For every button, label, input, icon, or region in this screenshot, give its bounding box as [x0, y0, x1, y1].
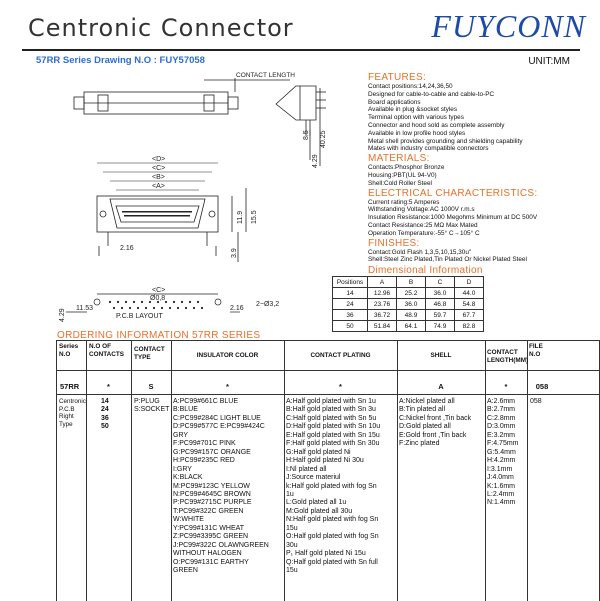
dim-a-label: <A> [152, 183, 165, 190]
insulator-option: GRY [173, 431, 189, 439]
header-contact-length-line: LENGTH(MM) [487, 356, 529, 364]
dimension-table [332, 276, 484, 332]
table-cell: 51.84 [368, 321, 397, 332]
plating-option: J:Source materiul [286, 474, 341, 482]
series-desc-line: Right [59, 413, 74, 420]
feature-item: Metal shell provides grounding and shielding capability [368, 137, 523, 145]
code-series: 57RR [60, 382, 80, 391]
finish-item: Shell:Steel Zinc Plated,Tin Plated Or Nickel Plated Steel [368, 256, 527, 264]
length-option: L:2.4mm [487, 490, 515, 498]
plating-option: 30u [286, 541, 298, 549]
plating-option: 15u [286, 524, 298, 532]
plating-option: I:Nl plated all [286, 465, 327, 473]
table-cell: 14 [333, 288, 368, 299]
table-cell: 54.8 [455, 299, 484, 310]
table-cell: 36 [333, 310, 368, 321]
plating-option: N:Half gold plated with fog Sn [286, 516, 379, 524]
header-contact-type [134, 346, 165, 361]
insulator-color-list [173, 398, 269, 576]
insulator-option: K:BLACK [173, 474, 203, 482]
column-divider [284, 341, 285, 601]
feature-item: Available in low profile hood styles [368, 129, 466, 137]
header-contacts-line: N.O OF [89, 343, 112, 350]
header-contact-type-line: TYPE [134, 353, 151, 361]
table-cell: 74.9 [426, 321, 455, 332]
insulator-option: T:PC99#322C GREEN [173, 507, 244, 515]
length-option: I:3.1mm [487, 465, 513, 473]
plating-option: A:Half gold plated with Sn 1u [286, 398, 376, 405]
finish-item: Contact:Gold Flash 1,3,5,10,15,30u" [368, 248, 472, 256]
table-cell: 36.0 [426, 288, 455, 299]
length-option: A:2.6mm [487, 398, 516, 405]
series-description [59, 398, 86, 428]
insulator-option: J:PC99#322C OLAWNGREEN [173, 541, 269, 549]
contacts-option: 50 [101, 423, 109, 431]
dim-b-label: <B> [152, 174, 165, 181]
plating-option: E:Half gold plated with Sn 15u [286, 431, 380, 439]
insulator-option: O:PC99#131C EARTHY [173, 558, 249, 566]
feature-item: Connector and hood sold as complete assembly [368, 121, 505, 129]
shell-option: D:Gold plated all [399, 423, 451, 431]
contacts-option: 36 [101, 414, 109, 422]
plating-option: G:Half gold plated Ni [286, 448, 351, 456]
plating-option: k:Half gold plated with fog Sn [286, 482, 377, 490]
table-cell: 59.7 [426, 310, 455, 321]
length-option: N:1.4mm [487, 499, 516, 507]
feature-item: Terminal option with various types [368, 114, 464, 122]
insulator-option: WITHOUT HALOGEN [173, 550, 242, 558]
insulator-option: F:PC99#701C PINK [173, 440, 236, 448]
col-header: A [368, 277, 397, 288]
shell-option: B:Tin plated all [399, 406, 446, 414]
contact-type-option: P:PLUG [134, 398, 160, 405]
electrical-item: Contact Resistance:25 MΩ Max Mated [368, 221, 478, 229]
insulator-option: M:PC99#123C YELLOW [173, 482, 250, 490]
shell-option: A:Nickel plated all [399, 398, 455, 405]
feature-item: Board applications [368, 98, 421, 106]
table-cell: 44.0 [455, 288, 484, 299]
code-contacts: * [107, 382, 110, 391]
plating-option: D:Half gold plated with Sn 10u [286, 423, 381, 431]
series-desc-line: Centronic [59, 398, 86, 405]
insulator-option: B:BLUE [173, 406, 198, 414]
electrical-list [368, 199, 598, 238]
plating-option: L:Gold plated all 1u [286, 499, 347, 507]
length-option: G:5.4mm [487, 448, 516, 456]
insulator-option: D:PC99#577C E:PC99#424C [173, 423, 265, 431]
column-divider [485, 341, 486, 601]
header-contact-type-line: CONTACT [134, 346, 165, 353]
specifications-panel [368, 72, 598, 276]
length-option: F:4.75mm [487, 440, 519, 448]
table-cell: 64.1 [397, 321, 426, 332]
length-option: K:1.6mm [487, 482, 516, 490]
table-row [333, 288, 484, 299]
code-insulator: * [226, 382, 229, 391]
header-contact-length-line: CONTACT [487, 349, 518, 356]
table-cell: 82.8 [455, 321, 484, 332]
table-cell: 36.0 [397, 299, 426, 310]
table-row [333, 310, 484, 321]
insulator-option: H:PC99#235C RED [173, 457, 235, 465]
table-cell: 23.76 [368, 299, 397, 310]
feature-item: Designed for cable-to-cable and cable-to-PC [368, 90, 495, 98]
header-insulator-color: INSULATOR COLOR [196, 352, 259, 359]
plating-option: M:Gold plated all 30u [286, 507, 353, 515]
table-header-row [333, 277, 484, 288]
shell-option: C:Nickel front ,Tin back [399, 414, 472, 422]
row-divider [57, 394, 599, 395]
code-length: * [504, 382, 508, 391]
header-divider [22, 49, 580, 51]
feature-item: Mates with industry compatible connectors [368, 145, 489, 153]
plating-option: P₁ Half gold plated Ni 15u [286, 550, 366, 558]
finishes-list [368, 249, 598, 265]
header-series [59, 343, 85, 358]
material-item: Shell:Cold Roller Steel [368, 179, 432, 187]
plating-option: H:Half gold plated Ni 30u [286, 457, 364, 465]
table-cell: 48.9 [397, 310, 426, 321]
insulator-option: C:PC99#284C LIGHT BLUE [173, 414, 261, 422]
length-option: J:4.0mm [487, 474, 514, 482]
plating-option: 15u [286, 567, 298, 575]
electrical-item: Withstanding Voltage:AC 1000V r.m.s [368, 206, 475, 214]
finishes-heading: FINISHES: [368, 237, 420, 249]
column-divider [86, 341, 87, 601]
feature-item: Available in plug &socket styles [368, 106, 458, 114]
brand-logo: FUYCONN [431, 8, 586, 44]
dim-d-label: <D> [152, 156, 166, 163]
length-option: C:2.8mm [487, 414, 516, 422]
length-option: B:2.7mm [487, 406, 516, 414]
pcb-dim-2-16: 2.16 [230, 305, 244, 312]
material-item: Contacts:Phosphor Bronze [368, 164, 445, 172]
table-cell: 36.72 [368, 310, 397, 321]
contact-type-option: S:SOCKET [134, 406, 170, 414]
col-header: D [455, 277, 484, 288]
height-11-9: 11.9 [237, 210, 244, 224]
pcb-layout-label: P.C.B LAYOUT [116, 313, 163, 320]
table-cell: 50 [333, 321, 368, 332]
contact-pins [122, 211, 192, 217]
column-divider [171, 341, 172, 601]
feature-item: Contact positions:14,24,36,50 [368, 83, 453, 90]
pcb-hole-diameter: Ø0,8 [150, 295, 166, 302]
plating-option: Q:Half gold plated with Sn full [286, 558, 378, 566]
insulator-option: Z:PC99#3395C GREEN [173, 533, 249, 541]
header-series-line: Series [59, 343, 79, 350]
technical-drawing [0, 60, 370, 340]
header-file-no [529, 343, 543, 358]
series-desc-line: Type [59, 420, 73, 428]
page-title: Centronic Connector [28, 14, 294, 42]
insulator-option: W:WHITE [173, 516, 204, 524]
connector-side-view [276, 86, 326, 166]
side-dim-1: 8.5 [303, 130, 310, 140]
header-contacts-line: CONTACTS [89, 350, 125, 358]
header-file-no-line: N.O [529, 350, 541, 358]
ordering-table [56, 340, 600, 601]
table-row [333, 321, 484, 332]
insulator-option: I:GRY [173, 465, 192, 473]
contact-type-list [134, 398, 169, 415]
unit-label: UNIT:MM [528, 56, 570, 67]
contact-plating-list [286, 398, 380, 576]
table-cell: 25.2 [397, 288, 426, 299]
table-cell: 12.96 [368, 288, 397, 299]
header-contacts [89, 343, 124, 358]
insulator-option: Y:PC99#131C WHEAT [173, 524, 245, 532]
row-divider [57, 370, 599, 371]
insulator-option: GREEN [173, 567, 198, 575]
code-plating: * [339, 382, 342, 391]
side-dim-2: 4.29 [312, 154, 319, 168]
table-row [333, 299, 484, 310]
insulator-option: N:PC99#4645C BROWN [173, 490, 251, 498]
pcb-dim-11-53: 11.53 [76, 305, 93, 312]
contact-length-label: CONTACT LENGTH [236, 72, 295, 79]
plating-option: 1u [286, 490, 294, 498]
length-option: H:4.2mm [487, 457, 516, 465]
height-15-5: 15.5 [251, 210, 258, 224]
col-header: B [397, 277, 426, 288]
series-desc-line: P.C.B [59, 405, 75, 413]
length-option: E:3.2mm [487, 431, 516, 439]
shell-option: E:Gold front ,Tin back [399, 431, 467, 439]
plating-option: B:Half gold plated with Sn 3u [286, 406, 376, 414]
front-dim-2-16: 2.16 [120, 245, 134, 252]
pcb-dim-4-29: 4.29 [59, 308, 66, 322]
material-item: Housing:PBT(UL 94-V0) [368, 171, 437, 179]
header-contact-plating: CONTACT PLATING [310, 352, 371, 359]
contacts-option: 24 [101, 406, 109, 414]
table-cell: 67.7 [455, 310, 484, 321]
column-divider [527, 341, 528, 601]
column-divider [397, 341, 398, 601]
plating-option: F:Half gold plated with Sn 30u [286, 440, 380, 448]
shell-list [399, 398, 471, 449]
file-number: 058 [530, 398, 542, 405]
table-cell: 24 [333, 299, 368, 310]
plating-option: O:Half gold plated with fog Sn [286, 533, 379, 541]
dimension-heading: Dimensional Information [368, 265, 483, 277]
pcb-dim-c: <C> [152, 287, 166, 294]
insulator-option: A:PC99#661C BLUE [173, 398, 238, 405]
features-heading: FEATURES: [368, 72, 427, 83]
ordering-heading: ORDERING INFORMATION 57RR SERIES [57, 330, 261, 341]
length-option: D:3.0mm [487, 423, 516, 431]
insulator-option: G:PC99#157C ORANGE [173, 448, 251, 456]
electrical-item: Current rating:5 Amperes [368, 198, 440, 206]
header-contact-length [487, 349, 528, 364]
electrical-heading: ELECTRICAL CHARACTERISTICS: [368, 187, 538, 199]
column-divider [131, 341, 132, 601]
code-file: 058 [535, 382, 549, 391]
series-drawing-number: 57RR Series Drawing N.O : FUY57058 [36, 55, 205, 66]
materials-list [368, 164, 598, 187]
insulator-option: P:PC99#2715C PURPLE [173, 499, 252, 507]
contact-length-list [487, 398, 519, 508]
shell-option: F:Zinc plated [399, 440, 440, 448]
electrical-item: Insulation Resistance:1000 Megohms Minimum at DC 500V [368, 214, 538, 222]
header-series-line: N.O [59, 350, 71, 358]
col-header: C [426, 277, 455, 288]
table-cell: 46.8 [426, 299, 455, 310]
pcb-mount-hole: 2−Ø3,2 [256, 301, 280, 308]
contacts-list [101, 398, 109, 432]
header-shell: SHELL [430, 352, 452, 359]
dim-c-label: <C> [152, 165, 166, 172]
plating-option: C:Half gold plated with Sn 5u [286, 414, 377, 422]
pcb-holes [109, 301, 203, 309]
side-dim-3: 40.25 [320, 130, 327, 148]
materials-heading: MATERIALS: [368, 153, 430, 165]
code-type: S [148, 382, 154, 391]
code-shell: A [438, 382, 444, 391]
electrical-item: Operation Temperature:-55° C→105° C [368, 229, 480, 237]
connector-top-view [74, 78, 290, 114]
header-file-no-line: FILE [529, 343, 543, 350]
col-header: Positions [333, 277, 368, 288]
front-dim-3-9: 3.9 [231, 248, 238, 258]
contacts-option: 14 [101, 398, 109, 405]
features-list [368, 83, 598, 153]
